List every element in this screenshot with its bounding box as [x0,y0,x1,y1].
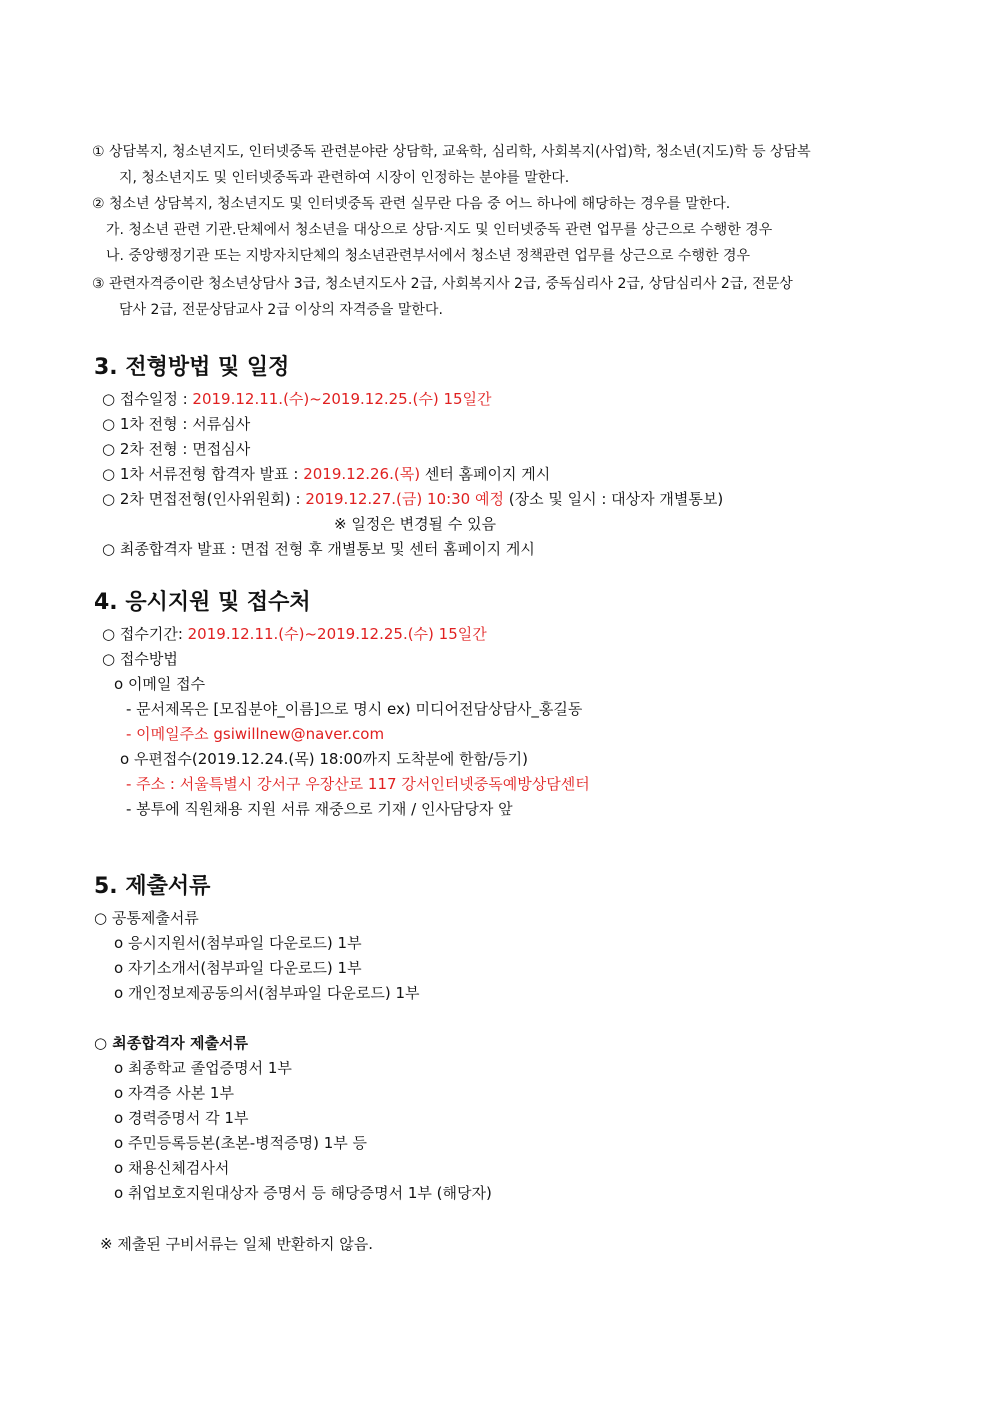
schedule-first-result-date: 2019.12.26.(목) [303,465,421,483]
email-address[interactable]: - 이메일주소 gsiwillnew@naver.com [126,725,385,743]
schedule-final-result: ○ 최종합격자 발표 : 면접 전형 후 개별통보 및 센터 홈페이지 게시 [102,540,535,558]
return-policy-note: ※ 제출된 구비서류는 일체 반환하지 않음. [100,1235,374,1253]
email-subject-rule: - 문서제목은 [모집분야_이름]으로 명시 ex) 미디어전담상담사_홍길동 [126,700,583,718]
schedule-first-round: ○ 1차 전형 : 서류심사 [102,415,251,433]
schedule-interview-date: 2019.12.27.(금) 10:30 예정 [305,490,504,508]
schedule-first-result-label: ○ 1차 서류전형 합격자 발표 : [102,465,304,483]
post-application-title: o 우편접수(2019.12.24.(목) 18:00까지 도착분에 한함/등기) [120,750,528,768]
post-envelope-note: - 봉투에 직원채용 지원 서류 재중으로 기재 / 인사담당자 앞 [126,800,513,818]
final-document-item: o 주민등록등본(초본-병적증명) 1부 등 [114,1134,368,1152]
section-5-title: 5. 제출서류 [94,874,211,899]
email-application-title: o 이메일 접수 [114,675,206,693]
schedule-receipt-date: 2019.12.11.(수)~2019.12.25.(수) 15일간 [192,390,492,408]
definition-2: ② 청소년 상담복지, 청소년지도 및 인터넷중독 관련 실무란 다음 중 어느 하나에 해당하는 경우를 말한다. [92,196,731,212]
schedule-change-note: ※ 일정은 변경될 수 있음 [334,515,497,533]
final-document-item: o 취업보호지원대상자 증명서 등 해당증명서 1부 (해당자) [114,1184,492,1202]
schedule-first-result [102,464,550,484]
common-document-item: o 개인정보제공동의서(첨부파일 다운로드) 1부 [114,984,420,1002]
section-3-title: 3. 전형방법 및 일정 [94,355,290,380]
common-documents-title: ○ 공통제출서류 [94,909,199,927]
application-period-label: ○ 접수기간: [102,625,188,643]
schedule-interview [102,489,723,509]
definition-1-line-1: ① 상담복지, 청소년지도, 인터넷중독 관련분야란 상담학, 교육학, 심리학, 사회복지(사업)학, 청소년(지도)학 등 상담복 [92,144,811,160]
definition-2-a: 가. 청소년 관련 기관.단체에서 청소년을 대상으로 상담·지도 및 인터넷중독 관련 업무를 상근으로 수행한 경우 [106,222,773,238]
common-document-item: o 응시지원서(첨부파일 다운로드) 1부 [114,934,362,952]
section-4-title: 4. 응시지원 및 접수처 [94,590,311,615]
common-document-item: o 자기소개서(첨부파일 다운로드) 1부 [114,959,362,977]
schedule-receipt-label: ○ 접수일정 : [102,390,193,408]
definition-3-line-2: 담사 2급, 전문상담교사 2급 이상의 자격증을 말한다. [119,302,443,318]
final-documents-title: ○ 최종합격자 제출서류 [94,1034,248,1052]
application-method: ○ 접수방법 [102,650,178,668]
post-address: - 주소 : 서울특별시 강서구 우장산로 117 강서인터넷중독예방상담센터 [126,775,590,793]
final-document-item: o 채용신체검사서 [114,1159,230,1177]
schedule-interview-label: ○ 2차 면접전형(인사위원회) : [102,490,306,508]
definition-2-b: 나. 중앙행정기관 또는 지방자치단체의 청소년관련부서에서 청소년 정책관련 업무를 상근으로 수행한 경우 [106,248,751,264]
final-document-item: o 최종학교 졸업증명서 1부 [114,1059,292,1077]
final-document-item: o 경력증명서 각 1부 [114,1109,249,1127]
definition-1-line-2: 지, 청소년지도 및 인터넷중독과 관련하여 시장이 인정하는 분야를 말한다. [119,170,570,186]
application-period [102,624,487,644]
definition-3-line-1: ③ 관련자격증이란 청소년상담사 3급, 청소년지도사 2급, 사회복지사 2급, 중독심리사 2급, 상담심리사 2급, 전문상 [92,276,793,292]
schedule-first-result-tail: 센터 홈페이지 게시 [420,465,551,483]
schedule-interview-tail: (장소 및 일시 : 대상자 개별통보) [503,490,724,508]
final-document-item: o 자격증 사본 1부 [114,1084,234,1102]
schedule-second-round: ○ 2차 전형 : 면접심사 [102,440,251,458]
application-period-date: 2019.12.11.(수)~2019.12.25.(수) 15일간 [187,625,487,643]
schedule-receipt [102,389,492,409]
